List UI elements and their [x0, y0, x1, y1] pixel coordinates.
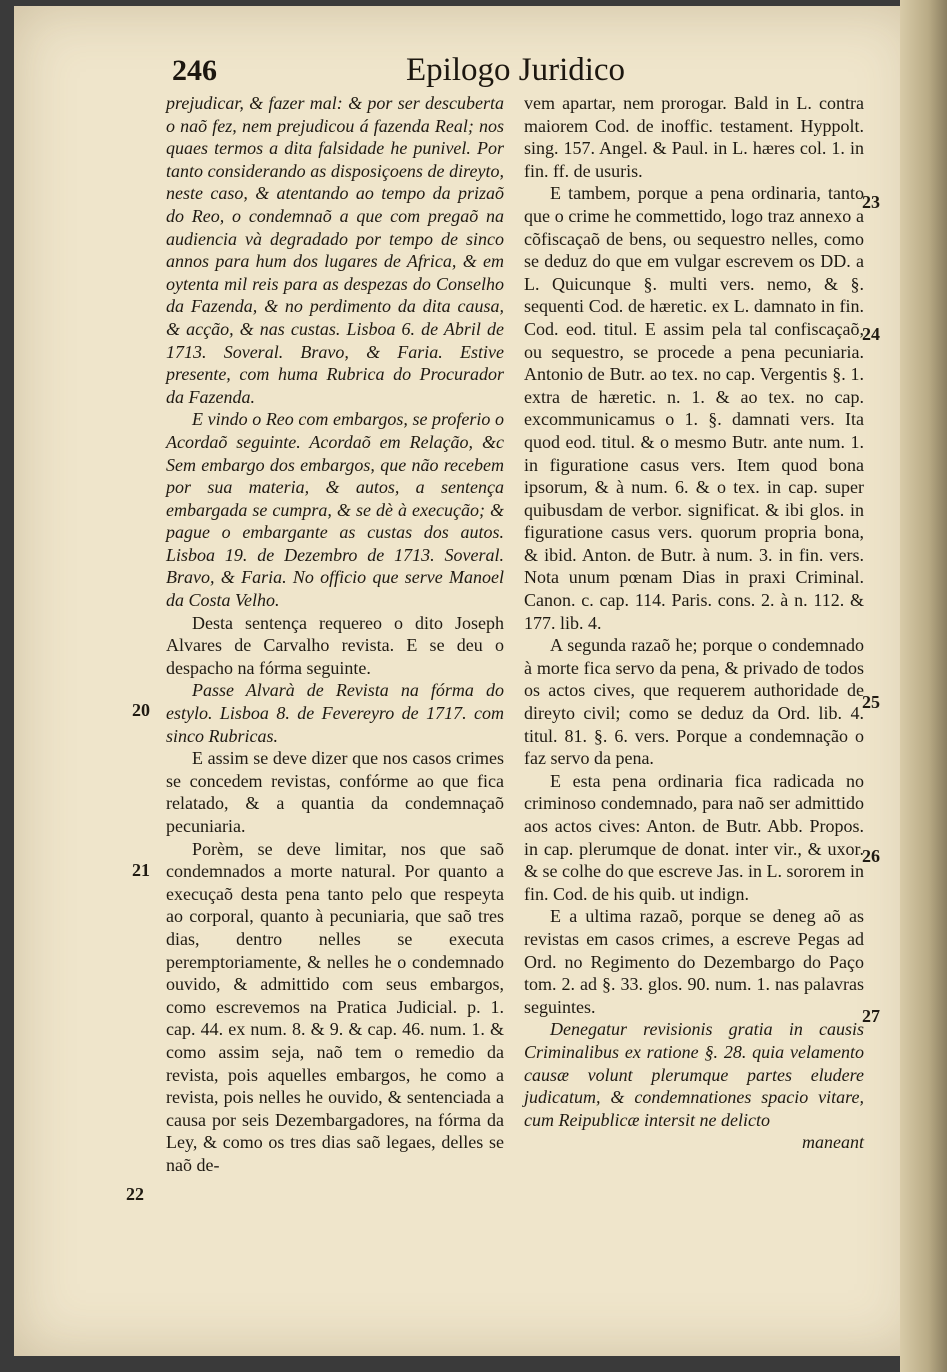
running-title: Epilogo Juridico: [406, 52, 626, 88]
margin-number: 27: [862, 1006, 880, 1026]
latin-quotation: Denegatur revisionis gratia in causis Criminalibus ex ratione §. 28. quia velamento causæ volunt plerumque partes eludere judicatum, & condemnationes spacio vitare, cum Reipublicæ intersit ne delicto: [524, 1019, 864, 1130]
page-number: 246: [172, 54, 217, 87]
margin-number: 21: [132, 860, 150, 880]
second-reason-paragraph: A segunda razaõ he; porque o condemnado à morte fica servo da pena, & privado de todos os actos cives, que requerem authoridade de direyto civil; como se deduz da Ord. lib. 4. titul. 81. §. 6. vers. Porque a condemnação o faz servo da pena.: [524, 635, 864, 769]
ordinary-penalty-paragraph: E esta pena ordinaria fica radicada no criminoso condemnado, para naõ ser admittido aos actos cives: Anton. de Butr. Abb. Propos. in cap. plerumque de donat. inter vir., & uxor. & se colhe do que escreve Jas. in L. sororem in fin. Cod. de his quib. ut indign.: [524, 770, 864, 904]
last-reason-paragraph: E a ultima razaõ, porque se deneg aõ as revistas em casos crimes, a escreve Pegas ad Ord. no Regimento do Dezembargo do Paço tom. 2. ad §. 33. glos. 90. num. 1. nas palavras seguintes.: [524, 906, 864, 1017]
sentence-text: prejudicar, & fazer mal: & por ser descuberta o naõ fez, nem prejudicou á fazenda Real; nos quaes termos a dita falsidade he punivel. Por tanto considerando as disposiçoens de direyto, neste caso, & atentando ao tempo da prizaõ do Reo, o condemnaõ a que com pregaõ na audiencia và degradado por tempo de sinco annos para hum dos lugares de Africa, & em oytenta mil reis para as despezas do Conselho da Fazenda, & no perdimento da dita causa, & acção, & nas custas. Lisboa 6. de Abril de 1713. Soveral. Bravo, & Faria. Estive presente, com huma Rubrica do Procurador da Fazenda.: [166, 93, 504, 407]
alvara-paragraph: Passe Alvarà de Revista na fórma do estylo. Lisboa 8. de Fevereyro de 1717. com sinco Rubricas.: [166, 680, 504, 746]
revista-request-paragraph: Desta sentença requereo o dito Joseph Alvares de Carvalho revista. E se deu o despacho na fórma seguinte.: [166, 612, 504, 678]
embargos-paragraph: E vindo o Reo com embargos, se proferio o Acordaõ seguinte. Acordaõ em Relação, &c Sem embargo dos embargos, que não recebem por sua materia, & autos, a sentença embargada se cumpra, & se dè à execução; & pague o embargante as custas dos autos. Lisboa 19. de Dezembro de 1713. Soveral. Bravo, & Faria. No officio que serve Manoel da Costa Velho.: [166, 409, 504, 611]
margin-number: 25: [862, 692, 880, 712]
right-column: [524, 92, 864, 1154]
margin-number: 24: [862, 324, 880, 344]
confiscation-paragraph: E tambem, porque a pena ordinaria, tanto que o crime he commettido, logo traz annexo a cõfiscaçaõ de bens, ou sequestro nelles, como se deduz do que em vulgar escrevem os DD. a L. Quicunque §. multi vers. nemo, & §. sequenti Cod. de hæretic. ex L. damnato in fin. Cod. eod. titul. E assim pela tal confiscaçaõ, ou sequestro, se procede a pena pecuniaria. Antonio de Butr. ao tex. no cap. Vergentis §. 1. extra de hæretic. n. 1. & ao tex. no cap. excommunicamus o 1. §. damnati vers. Ita quod eod. titul. & o mesmo Butr. ante num. 1. in figuratione casus vers. Item quod bona ipsorum, & à num. 6. & o tex. in cap. super quibusdam de verbor. significat. & ibi glos. in figuratione casus vers. quorum propria bona, & ibid. Anton. de Butr. à num. 3. in fin. vers. Nota unum pœnam Dias in praxi Criminal. Canon. c. cap. 114. Paris. cons. 2. à n. 112. & 177. lib. 4.: [524, 183, 864, 633]
page-edge: [900, 0, 947, 1372]
margin-number: 23: [862, 192, 880, 212]
margin-number: 22: [126, 1184, 144, 1204]
book-page: [14, 6, 920, 1356]
continuation-paragraph: vem apartar, nem prorogar. Bald in L. contra maiorem Cod. de inoffic. testament. Hyppolt. sing. 157. Angel. & Paul. in L. hæres col. 1. in fin. ff. de usuris.: [524, 93, 864, 181]
left-column: [166, 92, 504, 1177]
revistas-paragraph: E assim se deve dizer que nos casos crimes se concedem revistas, confórme ao que fica relatado, & a quantia da condemnaçaõ pecuniaria.: [166, 748, 504, 836]
limitation-paragraph: Porèm, se deve limitar, nos que saõ condemnados a morte natural. Por quanto a execuçaõ desta pena tanto pelo que respeyta ao corporal, quanto à pecuniaria, que saõ tres dias, dentro nelles se executa peremptoriamente, & nelles he o condemnado ouvido, & admittido com seus embargos, como escrevemos na Pratica Judicial. p. 1. cap. 44. ex num. 8. & 9. & cap. 46. num. 1. & como assim seja, naõ tem o remedio da revista, pois aquelles embargos, he como a revista, pois nelles he ouvido, & sentenciada a causa por seis Dezembargadores, na fórma da Ley, & como os tres dias saõ legaes, delles se naõ de-: [166, 838, 504, 1175]
margin-number: 26: [862, 846, 880, 866]
margin-number: 20: [132, 700, 150, 720]
catchword: maneant: [802, 1132, 864, 1153]
